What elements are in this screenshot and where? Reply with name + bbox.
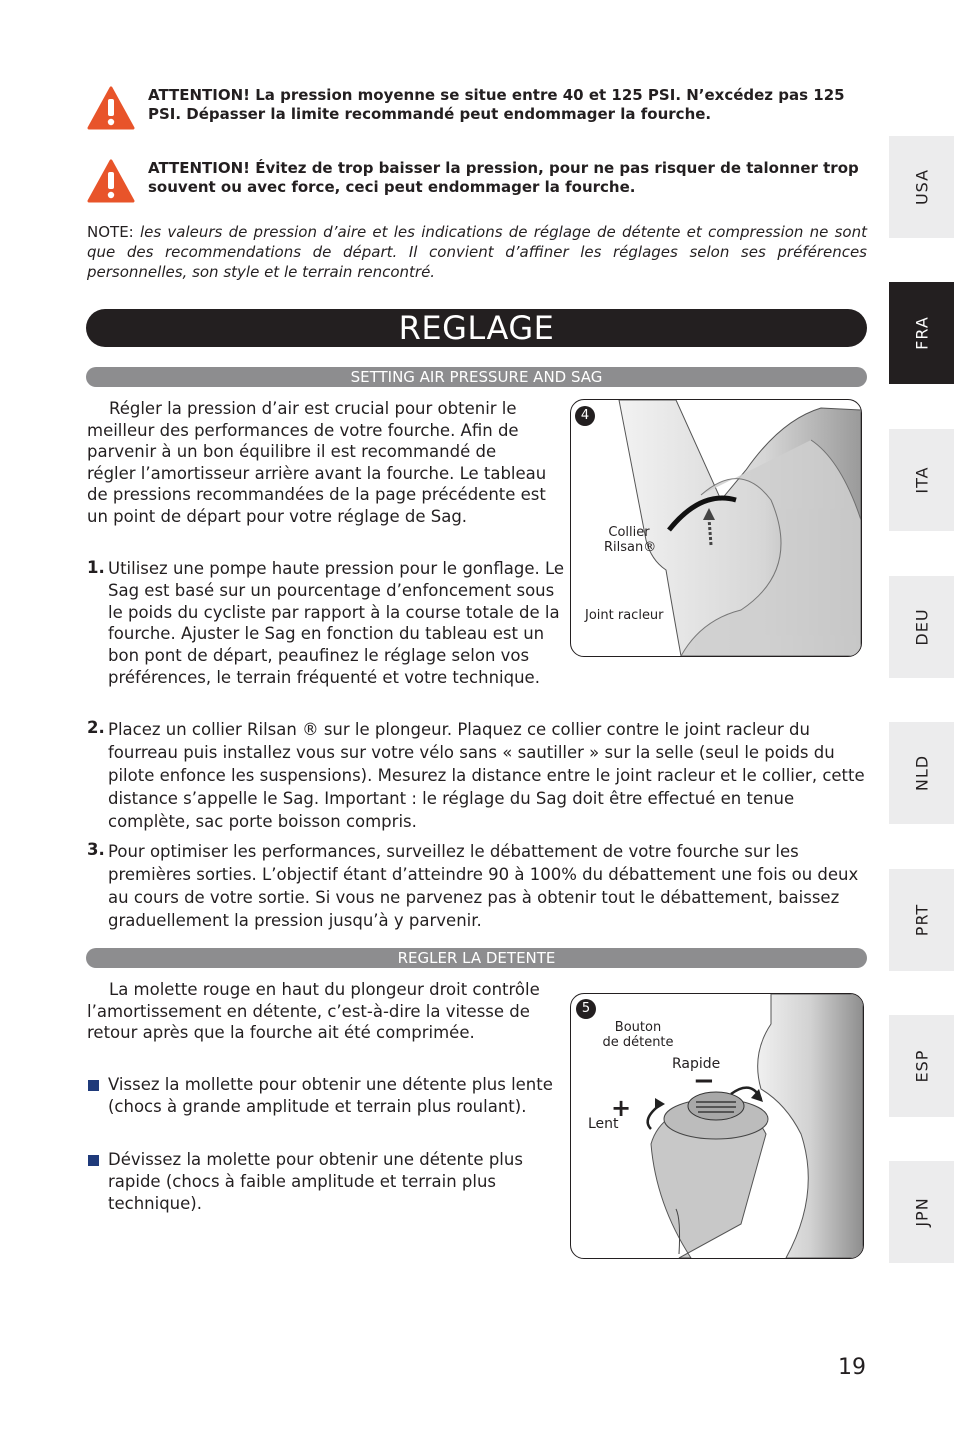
bullet-item: Vissez la mollette pour obtenir une détente plus lente (chocs à grande amplitude et terrain plus roulant). [108, 1075, 553, 1116]
label-lent: Lent [588, 1116, 619, 1132]
note-label: NOTE: [87, 223, 134, 241]
item-number: 2. [87, 718, 105, 737]
tab-nld[interactable] [889, 722, 954, 824]
tab-fra[interactable] [889, 282, 954, 384]
label-bouton-line1: Bouton [614, 1020, 662, 1035]
minus-icon: − [693, 1066, 715, 1096]
label-collier-line1: Collier [608, 525, 650, 540]
bullet-item: Dévissez la molette pour obtenir une détente plus rapide (chocs à faible amplitude et terrain plus technique). [108, 1150, 523, 1213]
section-heading-sag: SETTING AIR PRESSURE AND SAG [86, 367, 867, 387]
bullet-square [88, 1155, 99, 1166]
label-rapide: Rapide [672, 1056, 721, 1072]
list-item: Utilisez une pompe haute pression pour le gonflage. Le Sag est basé sur un pourcentage d’enfoncement sous le poids du cycliste par rapport à la course totale de la fourche. Ajuster le Sag en fonction du tableau est un bon pont de départ, peaufinez le réglage selon vos préférences, le terrain fréquenté et votre technique. [108, 559, 565, 687]
warning-text: ATTENTION! Évitez de trop baisser la pression, pour ne pas risquer de talonner trop souvent ou avec force, ceci peut endommager la fourche. [148, 159, 859, 196]
tab-label: PRT [912, 903, 931, 937]
tab-label: ITA [912, 466, 931, 494]
label-collier-line2: Rilsan® [604, 540, 657, 555]
item-number: 3. [87, 840, 105, 859]
tab-prt[interactable] [889, 869, 954, 971]
tab-deu[interactable] [889, 576, 954, 678]
item-number: 1. [87, 558, 105, 577]
warning-block-2 [87, 159, 867, 207]
section-heading-detente: REGLER LA DETENTE [86, 948, 867, 968]
warning-icon [87, 159, 135, 203]
label-joint-racleur: Joint racleur [585, 608, 664, 623]
tab-jpn[interactable] [889, 1161, 954, 1263]
tab-label: FRA [912, 316, 931, 350]
tab-label: ESP [912, 1049, 931, 1083]
note-text: les valeurs de pression d’aire et les indications de réglage de détente et compression ne sont que des recommendations de départ. Il convient d’affiner les réglages selon ses préférences personnelles, son style et le terrain rencontré. [87, 223, 867, 281]
label-bouton-detente [598, 1020, 678, 1050]
note-paragraph [87, 222, 867, 282]
plus-icon: + [611, 1094, 632, 1122]
warning-text: ATTENTION! La pression moyenne se situe entre 40 et 125 PSI. N’excédez pas 125 PSI. Dépasser la limite recommandé peut endommager la fourche. [148, 86, 845, 123]
tab-usa[interactable] [889, 136, 954, 238]
tab-label: JPN [912, 1197, 931, 1227]
warning-block-1 [87, 86, 867, 134]
tab-label: NLD [912, 754, 931, 792]
section1-intro: Régler la pression d’air est crucial pour obtenir le meilleur des performances de votre fourche. Afin de parvenir à un bon équilibre il est recommandé de régler l’amortisseur arrière avant la fourche. Le tableau de pressions recommandées de la page précédente est un point de départ pour votre réglage de Sag. [87, 399, 547, 526]
bullet-square [88, 1080, 99, 1091]
warning-icon [87, 86, 135, 130]
tab-label: USA [912, 168, 931, 206]
figure-fork-sag [570, 399, 862, 657]
section2-intro: La molette rouge en haut du plongeur droit contrôle l’amortissement en détente, c’est-à-dire la vitesse de retour après que la fourche ait été comprimée. [87, 980, 540, 1043]
figure-rebound-knob [570, 993, 864, 1259]
label-bouton-line2: de détente [602, 1035, 674, 1050]
tab-esp[interactable] [889, 1015, 954, 1117]
figure-number-badge: 5 [576, 999, 596, 1019]
list-item: Placez un collier Rilsan ® sur le plongeur. Plaquez ce collier contre le joint racleur du fourreau puis installez vous sur votre vélo sans « sautiller » sur la selle (seul le poids du pilote enfonce les suspensions). Mesurez la distance entre le joint racleur et le collier, cette distance s’appelle le Sag. Important : le réglage du Sag doit être effectué en tenue complète, sac porte boisson compris. [108, 720, 865, 831]
tab-label: DEU [912, 608, 931, 646]
page-number: 19 [838, 1355, 866, 1380]
page-title: REGLAGE [86, 309, 867, 347]
label-collier [604, 525, 657, 555]
tab-ita[interactable] [889, 429, 954, 531]
figure-number-badge: 4 [575, 406, 595, 426]
list-item: Pour optimiser les performances, surveillez le débattement de votre fourche sur les premières sorties. L’objectif étant d’atteindre 90 à 100% du débattement une fois ou deux au cours de votre sortie. Si vous ne parvenez pas à obtenir tout le débattement, baissez graduellement la pression jusqu’à y parvenir. [108, 842, 859, 930]
